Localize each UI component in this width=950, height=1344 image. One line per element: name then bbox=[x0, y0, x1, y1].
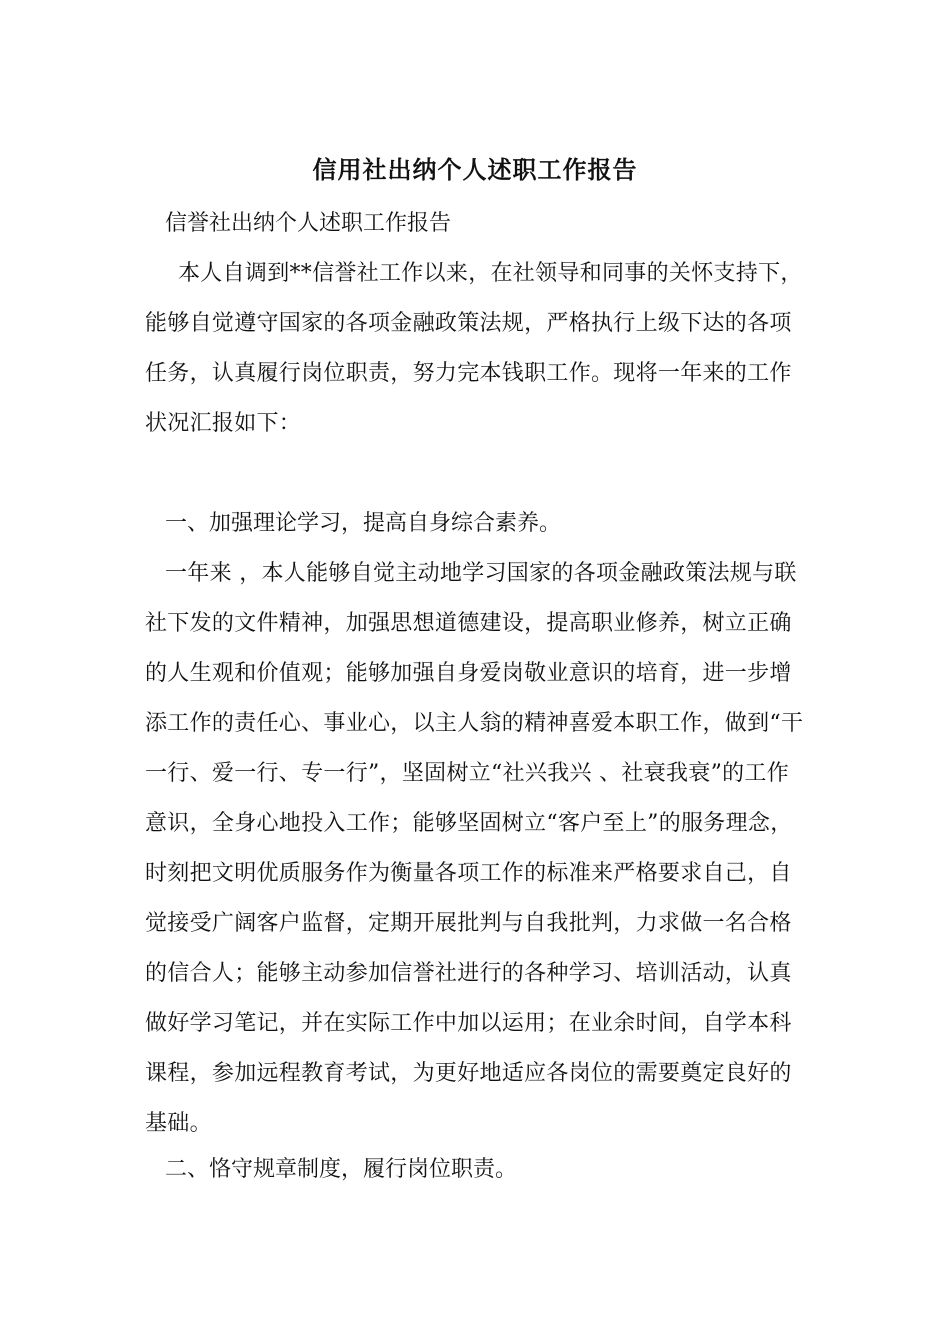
section1-paragraph: 一年来 ，本人能够自觉主动地学习国家的各项金融政策法规与联社下发的文件精神，加强思想道德建设，提高职业修养，树立正确的人生观和价值观；能够加强自身爱岗敬业意识的培育，进一步增添工作的责任心、事业心，以主人翁的精神喜爱本职工作，做到“干一行、爱一行、专一行”，坚固树立“社兴我兴 、社衰我衰”的工作意识，全身心地投入工作；能够坚固树立“客户至上”的服务理念，时刻把文明优质服务作为衡量各项工作的标准来严格要求自己，自觉接受广阔客户监督，定期开展批判与自我批判，力求做一名合格的信合人；能够主动参加信誉社进行的各种学习、培训活动，认真做好学习笔记，并在实际工作中加以运用；在业余时间，自学本科课程，参加远程教育考试，为更好地适应各岗位的需要奠定良好的基础。 bbox=[145, 561, 804, 1136]
section1-heading: 一、加强理论学习，提高自身综合素养。 bbox=[165, 511, 562, 536]
section2-heading: 二、恪守规章制度，履行岗位职责。 bbox=[165, 1157, 518, 1182]
document-title: 信用社出纳个人述职工作报告 bbox=[312, 155, 638, 184]
intro-paragraph: 本人自调到**信誉社工作以来，在社领导和同事的关怀支持下，能够自觉遵守国家的各项金融政策法规，严格执行上级下达的各项任务，认真履行岗位职责，努力完本钱职工作。现将一年来的工作状况汇报如下： bbox=[145, 261, 803, 436]
document-subtitle: 信誉社出纳个人述职工作报告 bbox=[165, 211, 452, 236]
